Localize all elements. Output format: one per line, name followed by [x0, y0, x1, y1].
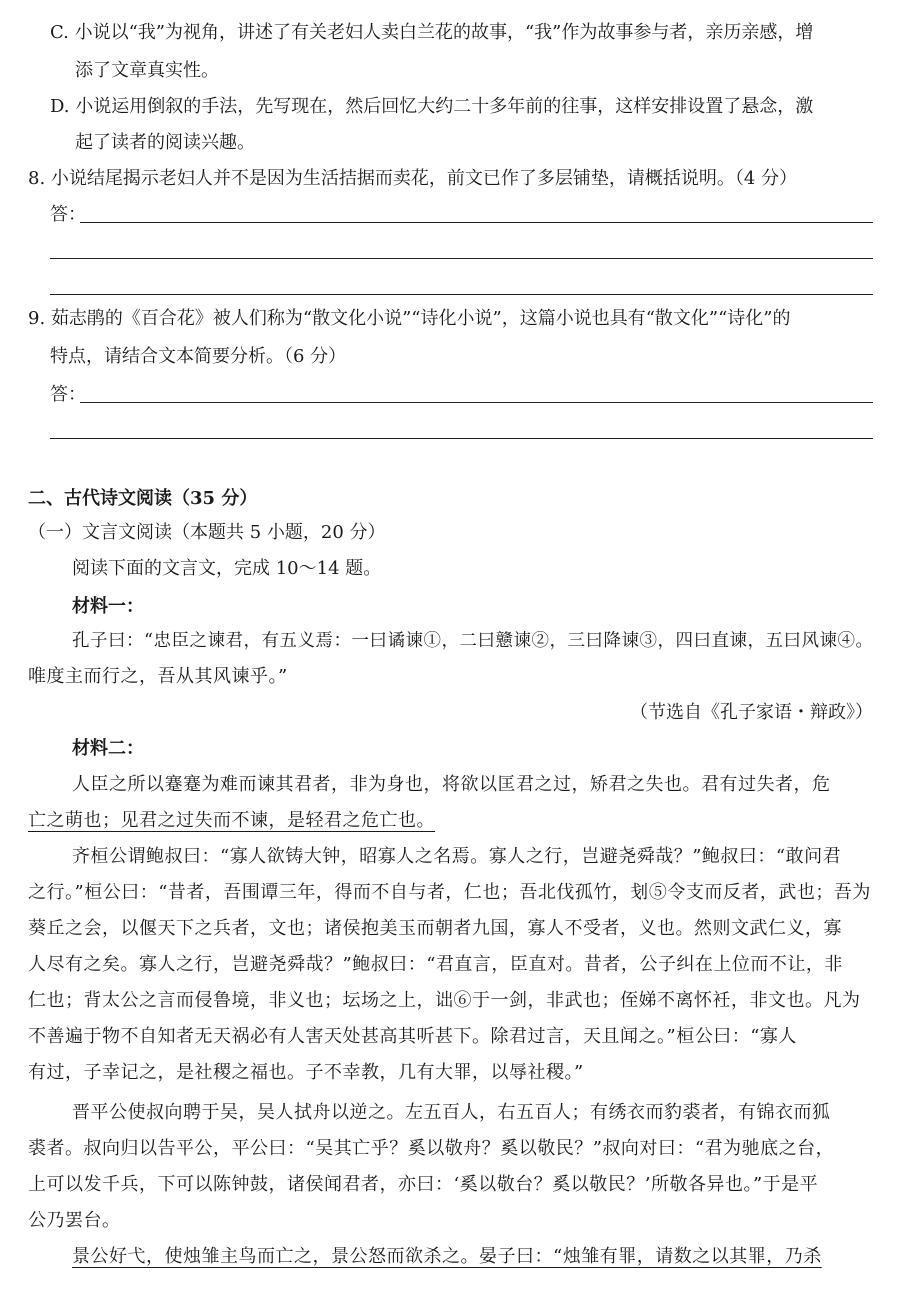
question-9-line-2: 特点，请结合文本简要分析。（6 分）	[50, 346, 347, 367]
material-2-title: 材料二：	[72, 738, 144, 759]
q8-answer-label: 答：	[50, 204, 86, 225]
answer-line[interactable]	[80, 402, 873, 403]
section-title: 二、古代诗文阅读（35 分）	[28, 488, 258, 509]
section-subtitle: （一）文言文阅读（本题共 5 小题，20 分）	[28, 522, 386, 543]
option-d-line-2: 起了读者的阅读兴趣。	[75, 132, 255, 153]
passage-3-line-2: 裘者。叔向归以告平公，平公曰：“吴其亡乎？奚以敬舟？奚以敬民？”叔向对曰：“君为驰底之台，	[28, 1138, 835, 1159]
passage-2-line-3: 葵丘之会，以偃天下之兵者，文也；诸侯抱美玉而朝者九国，寡人不受者，义也。然则文武仁义，寡	[28, 918, 842, 939]
passage-1-line-2: 亡之萌也；见君之过失而不谏，是轻君之危亡也。	[28, 810, 435, 831]
answer-line[interactable]	[50, 294, 873, 295]
passage-4-line-1: 景公好弋，使烛雏主鸟而亡之，景公怒而欲杀之。晏子曰：“烛雏有罪，请数之以其罪，乃杀	[72, 1246, 822, 1267]
q9-answer-label: 答：	[50, 384, 86, 405]
answer-line[interactable]	[80, 222, 873, 223]
passage-2-line-6: 不善遍于物不自知者无天祸必有人害天处甚高其听甚下。除君过言，天且闻之。”桓公曰：“寡人	[28, 1026, 797, 1047]
passage-2-line-5: 仁也；背太公之言而侵鲁境，非义也；坛场之上，诎⑥于一剑，非武也；侄娣不离怀衽，非文也。凡为	[28, 990, 861, 1011]
passage-3-line-3: 上可以发千兵，下可以陈钟鼓，诸侯闻君者，亦曰：‘奚以敬台？奚以敬民？’所敬各异也。”于是平	[28, 1174, 819, 1195]
passage-2-line-1: 齐桓公谓鲍叔曰：“寡人欲铸大钟，昭寡人之名焉。寡人之行，岂避尧舜哉？”鲍叔曰：“敢问君	[72, 846, 842, 867]
material-1-line-2: 唯度主而行之，吾从其风谏乎。”	[28, 666, 288, 687]
passage-2-line-4: 人尽有之矣。寡人之行，岂避尧舜哉？”鲍叔曰：“君直言，臣直对。昔者，公子纠在上位而不让，非	[28, 954, 843, 975]
answer-line[interactable]	[50, 258, 873, 259]
answer-line[interactable]	[50, 438, 873, 439]
option-d-line-1: D. 小说运用倒叙的手法，先写现在，然后回忆大约二十多年前的往事，这样安排设置了悬念，激	[50, 96, 814, 117]
question-9-line-1: 9. 茹志鹃的《百合花》被人们称为“散文化小说”“诗化小说”，这篇小说也具有“散文化”“诗化”的	[28, 308, 791, 329]
option-c-line-1: C. 小说以“我”为视角，讲述了有关老妇人卖白兰花的故事，“我”作为故事参与者，亲历亲感，增	[50, 22, 814, 43]
option-c-line-2: 添了文章真实性。	[75, 60, 219, 81]
material-1-source: （节选自《孔子家语・辩政》）	[630, 702, 873, 723]
passage-1-line-1: 人臣之所以蹇蹇为难而谏其君者，非为身也，将欲以匡君之过，矫君之失也。君有过失者，危	[72, 774, 831, 795]
material-1-line-1: 孔子曰：“忠臣之谏君，有五义焉：一曰谲谏①，二曰戆谏②，三曰降谏③，四曰直谏，五曰风谏④。	[72, 631, 874, 651]
passage-3-line-4: 公乃罢台。	[28, 1210, 121, 1231]
passage-2-line-7: 有过，子幸记之，是社稷之福也。子不幸教，几有大罪，以辱社稷。”	[28, 1062, 584, 1083]
passage-3-line-1: 晋平公使叔向聘于吴，吴人拭舟以逆之。左五百人，右五百人；有绣衣而豹裘者，有锦衣而狐	[72, 1102, 831, 1123]
instruction: 阅读下面的文言文，完成 10～14 题。	[72, 558, 382, 579]
question-8: 8. 小说结尾揭示老妇人并不是因为生活拮据而卖花，前文已作了多层铺垫，请概括说明。（4 分）	[28, 168, 798, 189]
material-1-title: 材料一：	[72, 596, 144, 617]
passage-2-line-2: 之行。”桓公曰：“昔者，吾围谭三年，得而不自与者，仁也；吾北伐孤竹，刬⑤令支而反者，武也；吾为	[28, 882, 871, 903]
